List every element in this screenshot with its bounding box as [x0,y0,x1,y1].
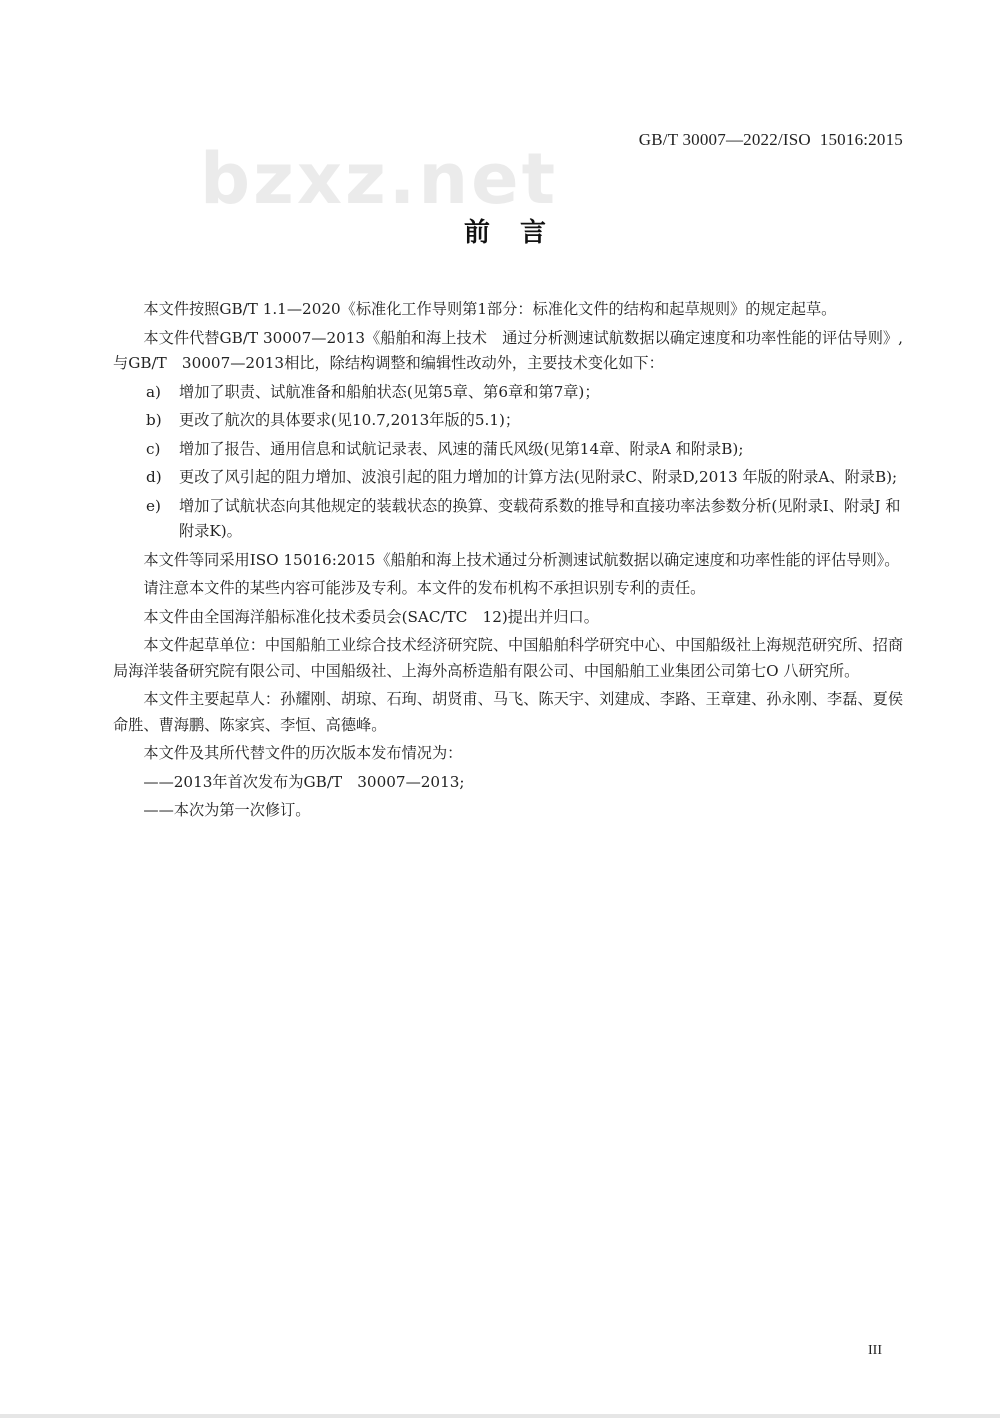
list-item-text: 增加了报告、通用信息和试航记录表、风速的蒲氏风级(见第14章、附录A 和附录B); [179,439,744,458]
list-marker: c) [146,439,161,458]
paragraph: 本文件起草单位：中国船舶工业综合技术经济研究院、中国船舶科学研究中心、中国船级社上海规范研究所、招商局海洋装备研究院有限公司、中国船级社、上海外高桥造船有限公司、中国船舶工业集团公司第七O 八研究所。 [113,636,903,680]
list-item-text: 增加了试航状态向其他规定的装载状态的换算、变载荷系数的推导和直接功率法参数分析(见附录I、附录J 和附录K)。 [179,496,901,540]
page-title: 前 言 [463,218,548,248]
change-item-d [113,465,903,491]
history-item: ——本次为第一次修订。 [143,801,311,819]
foreword-body [113,297,903,827]
change-item-c [113,437,903,463]
list-item-text: 更改了航次的具体要求(见10.7,2013年版的5.1)； [179,411,521,429]
list-marker: e) [146,496,161,515]
paragraph: 本文件按照GB/T 1.1—2020《标准化工作导则第1部分：标准化文件的结构和起草规则》的规定起草。 [143,300,837,318]
paragraph: 本文件主要起草人：孙耀刚、胡琼、石珣、胡贤甫、马飞、陈天宇、刘建成、李路、王章建、孙永刚、李磊、夏侯命胜、曹海鹏、陈家宾、李恒、高德峰。 [113,690,903,734]
change-item-a [113,380,903,406]
list-marker: a) [146,382,161,401]
change-item-b [113,408,903,434]
paragraph: 请注意本文件的某些内容可能涉及专利。本文件的发布机构不承担识别专利的责任。 [143,579,706,597]
list-marker: b) [146,411,162,429]
list-item-text: 增加了职责、试航准备和船舶状态(见第5章、第6章和第7章)； [179,382,600,401]
paragraph: 本文件由全国海洋船标准化技术委员会(SAC/TC 12)提出并归口。 [143,607,599,626]
page-number: III [868,1343,882,1358]
watermark: bzxz.net [200,138,559,220]
list-item-text: 更改了风引起的阻力增加、波浪引起的阻力增加的计算方法(见附录C、附录D,2013 年版的附录A、附录B); [179,468,898,486]
list-marker: d) [146,468,162,486]
standard-number: GB/T 30007—2022/ISO 15016:2015 [638,130,903,149]
history-item: ——2013年首次发布为GB/T 30007—2013; [143,772,465,791]
change-item-e [113,494,903,545]
page-edge [0,1414,1000,1418]
paragraph: 本文件等同采用ISO 15016:2015《船舶和海上技术通过分析测速试航数据以确定速度和功率性能的评估导则》。 [143,550,900,569]
paragraph: 本文件及其所代替文件的历次版本发布情况为： [143,744,463,762]
paragraph: 本文件代替GB/T 30007—2013《船舶和海上技术 通过分析测速试航数据以确定速度和功率性能的评估导则》,与GB/T 30007—2013相比，除结构调整和编辑性改动外，主要技术变化如下： [113,328,903,372]
